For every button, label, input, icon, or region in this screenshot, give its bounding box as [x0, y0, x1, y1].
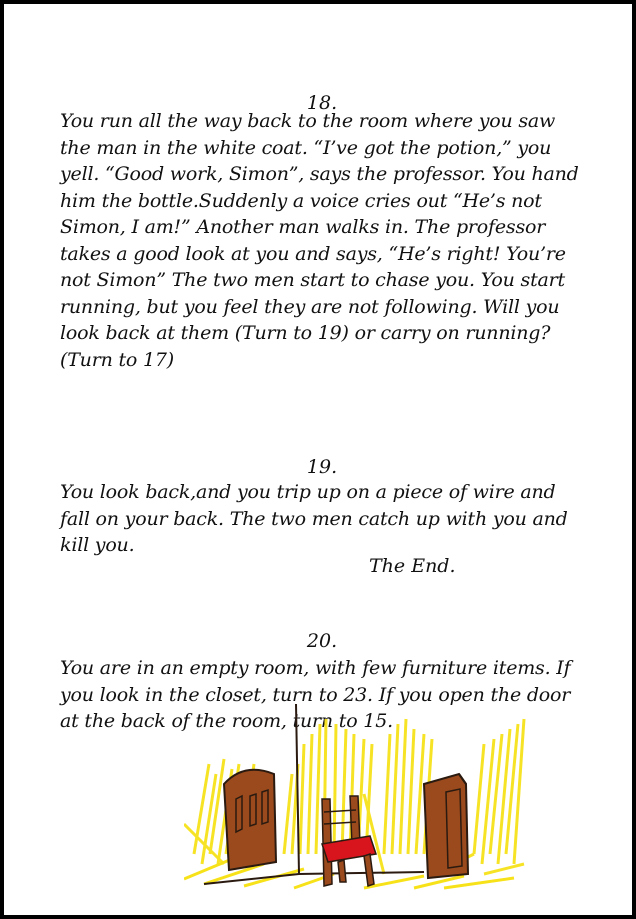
section-18-text: You run all the way back to the room where you saw the man in the white coat. “I’ve got the potion,” you yell. “Good work, Simon”, says the professor. You hand him the bottle.Suddenly a voice cries out “He’s not Simon, I am!” Another man walks in. The professor takes a good look at you and says, “He’s right! You’re not Simon” The two men start to chase you. You start running, but you feel they are not following. Will you look back at them (Turn to 19) or carry on running? (Turn to 17) — [60, 110, 579, 371]
section-20-number: 20. — [306, 630, 338, 652]
wardrobe-drawing — [424, 774, 468, 878]
room-drawing — [184, 704, 544, 894]
door-drawing — [224, 770, 276, 870]
the-end-label: The End. — [369, 555, 456, 577]
section-19-number: 19. — [306, 456, 338, 478]
section-20-text: You are in an empty room, with few furniture items. If you look in the closet, turn to 23. If you open the door at the back of the room, turn to 15. — [60, 657, 571, 732]
section-18-number: 18. — [306, 92, 338, 114]
section-19-text: You look back,and you trip up on a piece of wire and fall on your back. The two men catch up with you and kill you. — [60, 481, 568, 556]
